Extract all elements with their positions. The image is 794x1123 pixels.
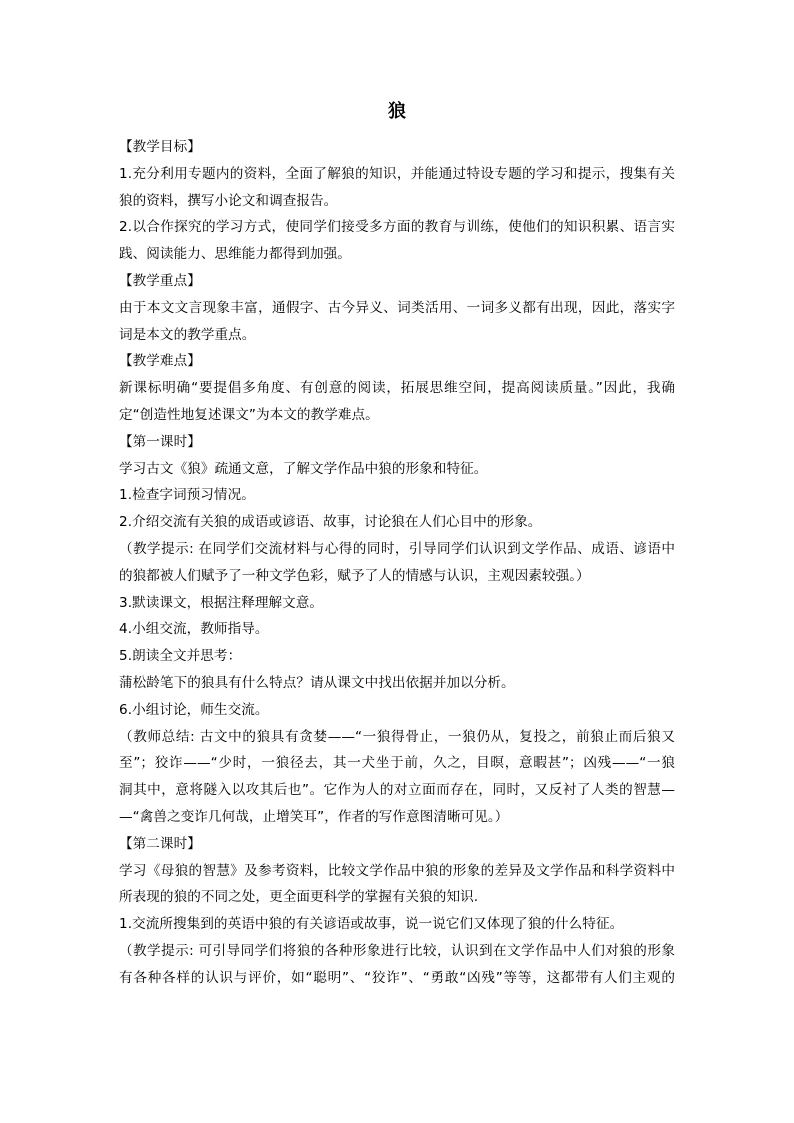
paragraph-line: 3.默读课文，根据注释理解文意。 <box>119 594 324 611</box>
section-heading: 【第二课时】 <box>119 835 201 852</box>
paragraph-line: 学习《母狼的智慧》及参考资料，比较文学作品中狼的形象的差异及文学作品和科学资料中 <box>119 862 675 879</box>
paragraph-line: 4.小组交流，教师指导。 <box>119 621 269 638</box>
document-body <box>119 134 675 992</box>
paragraph-line: —“禽兽之变诈几何哉，止增笑耳”，作者的写作意图清晰可见。） <box>119 808 509 825</box>
section-heading: 【教学重点】 <box>119 272 201 289</box>
paragraph-line: 新课标明确“要提倡多角度、有创意的阅读，拓展思维空间，提高阅读质量。”因此，我确 <box>119 380 675 397</box>
paragraph-line: 狼的资料，撰写小论文和调查报告。 <box>119 192 338 209</box>
paragraph-line: 5.朗读全文并思考： <box>119 648 242 665</box>
paragraph-line: 学习古文《狼》疏通文意，了解文学作品中狼的形象和特征。 <box>119 460 488 477</box>
paragraph-line: 洞其中，意将隧入以攻其后也”。它作为人的对立面而存在，同时，又反衬了人类的智慧— <box>119 782 675 799</box>
section-heading: 【教学目标】 <box>119 139 201 155</box>
paragraph-line: 蒲松龄笔下的狼具有什么特点？请从课文中找出依据并加以分析。 <box>119 674 515 691</box>
paragraph-line: 1.充分利用专题内的资料，全面了解狼的知识，并能通过特设专题的学习和提示，搜集有关 <box>119 165 675 182</box>
paragraph-line: 2.介绍交流有关狼的成语或谚语、故事，讨论狼在人们心目中的形象。 <box>119 514 542 531</box>
paragraph-line: 定“创造性地复述课文”为本文的教学难点。 <box>119 406 379 423</box>
paragraph-line: 有各种各样的认识与评价，如“聪明”、“狡诈”、“勇敢“凶残”等等，这都带有人们主观的 <box>119 969 675 986</box>
paragraph-line: 所表现的狼的不同之处，更全面更科学的掌握有关狼的知识. <box>119 889 479 906</box>
section-heading: 【第一课时】 <box>119 433 201 450</box>
paragraph-line: 至”；狡诈——“少时，一狼径去，其一犬坐于前，久之，目暝，意暇甚”；凶残——“一狼 <box>119 755 675 772</box>
paragraph-line: （教学提示: 可引导同学们将狼的各种形象进行比较，认识到在文学作品中人们对狼的形象 <box>119 942 675 959</box>
paragraph-line: 1.检查字词预习情况。 <box>119 487 255 504</box>
paragraph-line: 1.交流所搜集到的英语中狼的有关谚语或故事，说一说它们又体现了狼的什么特征。 <box>119 916 624 933</box>
paragraph-line: 2.以合作探究的学习方式，使同学们接受多方面的教育与训练，使他们的知识积累、语言实 <box>119 219 675 236</box>
section-heading: 【教学难点】 <box>119 353 201 370</box>
paragraph-line: （教师总结: 古文中的狼具有贪婪——“一狼得骨止，一狼仍从，复投之，前狼止而后狼又 <box>119 728 675 745</box>
paragraph-line: 由于本文文言现象丰富，通假字、古今异义、词类活用、一词多义都有出现，因此，落实字 <box>119 299 675 316</box>
document-title: 狼 <box>388 101 406 122</box>
paragraph-line: 践、阅读能力、思维能力都得到加强。 <box>119 246 351 263</box>
paragraph-line: 词是本文的教学重点。 <box>119 326 256 343</box>
paragraph-line: 6.小组讨论，师生交流。 <box>119 701 269 718</box>
paragraph-line: 的狼都被人们赋予了一种文学色彩，赋予了人的情感与认识，主观因素较强。） <box>119 567 590 584</box>
paragraph-line: （教学提示: 在同学们交流材料与心得的同时，引导同学们认识到文学作品、成语、谚语中 <box>119 540 675 557</box>
